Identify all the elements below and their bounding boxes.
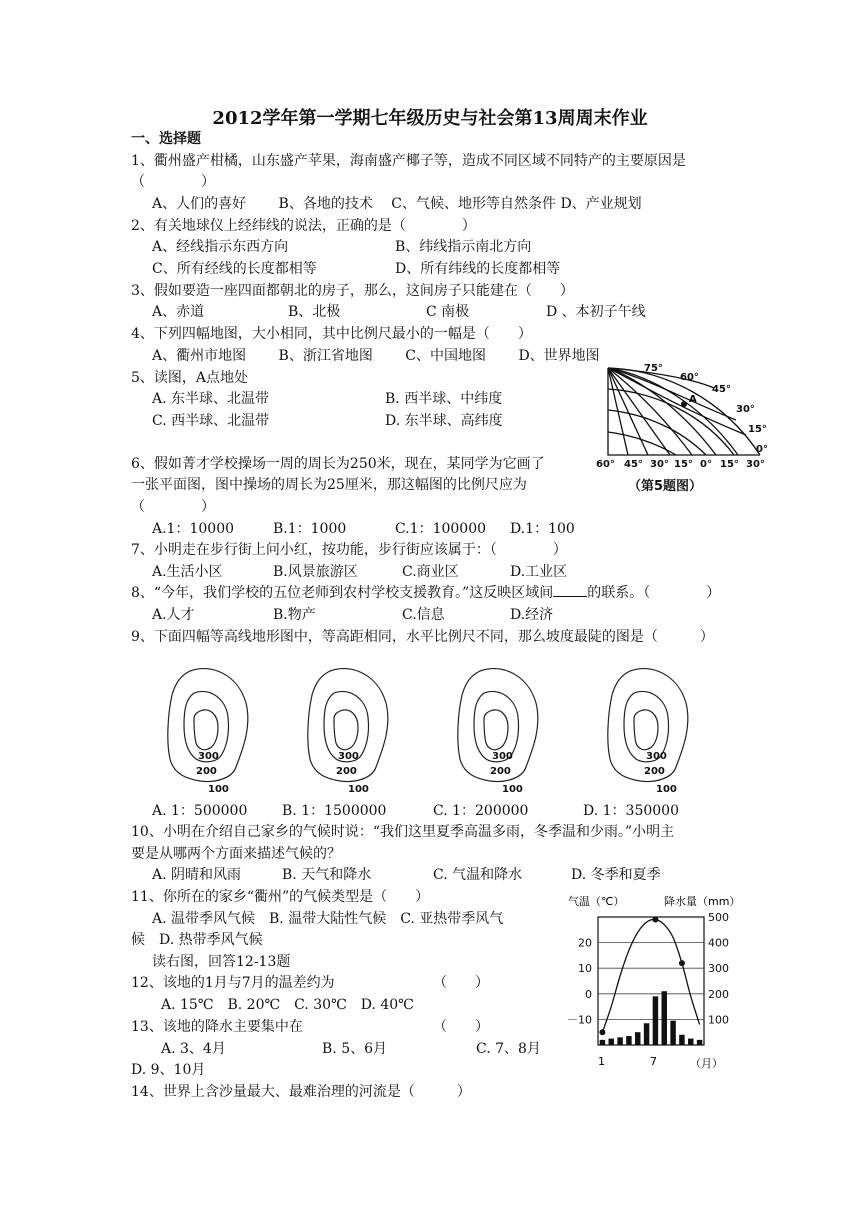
- q3-stem: 3、假如要造一座四面都朝北的房子，那么，这间房子只能建在（ ）: [131, 283, 574, 299]
- q9-stem: 9、下面四幅等高线地形图中，等高距相同，水平比例尺不同，那么坡度最陡的图是（ ）: [131, 629, 714, 645]
- q8-option-b: B.物产: [273, 607, 316, 623]
- plot-frame: [598, 917, 704, 1045]
- q4-stem: 4、下列四幅地图，大小相同，其中比例尺最小的一幅是（ ）: [131, 326, 532, 342]
- q5-option-c: C. 西半球、北温带: [152, 413, 270, 429]
- q11-options-line: 候 D. 热带季风气候: [131, 932, 263, 948]
- q5-option-b: B. 西半球、中纬度: [385, 391, 503, 407]
- contour-map-a: [168, 669, 248, 782]
- temperature-tick-label: 0: [585, 987, 592, 1001]
- q9-option-c: C. 1：200000: [433, 803, 529, 819]
- q10-option-d: D. 冬季和夏季: [571, 867, 661, 883]
- q7-option-b: B.风景旅游区: [273, 564, 358, 580]
- q2-stem: 2、有关地球仪上经纬线的说法，正确的是（ ）: [131, 218, 476, 234]
- lon-label: 60°: [596, 459, 615, 470]
- q13-paren: （ ）: [433, 1019, 489, 1035]
- temperature-axis-title: 气温（℃）: [568, 895, 625, 908]
- q3-option-a: A、赤道: [152, 304, 205, 320]
- precipitation-bar: [635, 1032, 640, 1045]
- q1-stem: 1、衢州盛产柑橘，山东盛产苹果，海南盛产椰子等，造成不同区域不同特产的主要原因是: [131, 153, 686, 169]
- climate-chart: [566, 893, 748, 1075]
- q1-options: A、人们的喜好 B、各地的技术 C、气候、地形等自然条件 D、产业规划: [152, 196, 642, 212]
- temperature-point: [679, 960, 685, 966]
- precipitation-bar: [609, 1039, 614, 1045]
- q10-line2: 要是从哪两个方面来描述气候的？: [131, 846, 341, 862]
- q13-option-b: B. 5、6月: [322, 1041, 388, 1057]
- q8-option-d: D.经济: [510, 607, 554, 623]
- precipitation-tick-label: 200: [708, 987, 729, 1001]
- contour-map-d: [608, 669, 688, 782]
- q2-option-d: D、所有纬线的长度都相等: [395, 261, 561, 277]
- precipitation-bar: [653, 996, 658, 1045]
- q5-option-d: D. 东半球、高纬度: [385, 413, 503, 429]
- q12-paren: （ ）: [433, 975, 489, 991]
- q10-option-a: A. 阴晴和风雨: [152, 867, 242, 883]
- precipitation-bar: [670, 1021, 675, 1045]
- contour-label: 200: [490, 766, 511, 777]
- contour-label: 100: [502, 784, 523, 795]
- q11-options-line: A. 温带季风气候 B. 温带大陆性气候 C. 亚热带季风气: [152, 911, 504, 927]
- temperature-point: [599, 1029, 605, 1035]
- q13-stem: 13、该地的降水主要集中在: [131, 1019, 303, 1035]
- precipitation-bar: [644, 1023, 649, 1045]
- lon-label: 15°: [674, 459, 693, 470]
- precipitation-tick-label: 400: [708, 936, 729, 950]
- month-tick: 1: [598, 1055, 605, 1068]
- lat-label: 0°: [756, 444, 768, 455]
- point-a-marker: [681, 401, 687, 407]
- q7-option-d: D.工业区: [510, 564, 568, 580]
- q2-option-a: A、经线指示东西方向: [152, 239, 289, 255]
- figure-5-caption: （第5题图）: [628, 479, 703, 494]
- lat-label: 15°: [748, 424, 767, 435]
- section-heading: 一、选择题: [131, 131, 201, 147]
- graticule-figure: [596, 360, 780, 470]
- q6-option-b: B.1：1000: [273, 521, 347, 537]
- contour-label: 200: [644, 766, 665, 777]
- q4-options: A、衢州市地图 B、浙江省地图 C、中国地图 D、世界地图: [152, 348, 600, 364]
- lon-label: 45°: [624, 459, 643, 470]
- contour-label: 100: [656, 784, 677, 795]
- lon-label: 15°: [720, 459, 739, 470]
- contour-map-b: [308, 669, 388, 782]
- q8-option-a: A.人才: [152, 607, 195, 623]
- q14-stem: 14、世界上含沙量最大、最难治理的河流是（ ）: [131, 1084, 471, 1100]
- q7-stem: 7、小明走在步行街上问小红，按功能，步行街应该属于：（ ）: [131, 542, 567, 558]
- q13-option-d: D. 9、10月: [131, 1062, 206, 1078]
- temperature-curve: [602, 919, 699, 1032]
- q11-stem: 11、你所在的家乡“衢州”的气候类型是（ ）: [131, 889, 430, 905]
- precipitation-axis-title: 降水量（mm）: [664, 895, 741, 908]
- contour-label: 100: [208, 784, 229, 795]
- q12-options: A. 15℃ B. 20℃ C. 30℃ D. 40℃: [161, 997, 414, 1013]
- q2-option-b: B、纬线指示南北方向: [395, 239, 532, 255]
- contour-label: 300: [492, 751, 513, 762]
- q7-option-a: A.生活小区: [152, 564, 223, 580]
- q6-option-a: A.1：10000: [152, 521, 235, 537]
- q6-option-c: C.1：100000: [395, 521, 487, 537]
- precipitation-bar: [679, 1035, 684, 1045]
- q8-stem-before: 8、“今年，我们学校的五位老师到农村学校支援教育。”这反映区域间: [131, 585, 554, 601]
- temperature-tick-label: 10: [578, 962, 592, 976]
- contour-label: 300: [338, 751, 359, 762]
- q2-option-c: C、所有经线的长度都相等: [152, 261, 317, 277]
- q10-option-b: B. 天气和降水: [282, 867, 372, 883]
- temperature-point: [652, 917, 658, 923]
- read-note: 读右图，回答12-13题: [152, 954, 291, 970]
- precipitation-bar: [617, 1037, 622, 1045]
- contour-label: 300: [198, 751, 219, 762]
- contour-label: 100: [348, 784, 369, 795]
- contour-maps: [150, 655, 710, 800]
- precipitation-bar: [626, 1036, 631, 1045]
- contour-map-c: [458, 669, 538, 782]
- q9-option-a: A. 1：500000: [152, 803, 248, 819]
- q3-option-d: D 、本初子午线: [546, 304, 646, 320]
- point-a-label: A: [689, 394, 697, 405]
- precipitation-tick-label: 300: [708, 962, 729, 976]
- q5-stem: 5、读图，A点地处: [131, 370, 249, 386]
- temperature-tick-label: －10: [567, 1013, 592, 1027]
- precipitation-bar: [688, 1039, 693, 1045]
- contour-label: 200: [196, 766, 217, 777]
- precipitation-bar: [697, 1040, 702, 1045]
- q10-option-c: C. 气温和降水: [433, 867, 523, 883]
- q5-option-a: A. 东半球、北温带: [152, 391, 270, 407]
- precipitation-tick-label: 100: [708, 1013, 729, 1027]
- q13-option-a: A. 3、4月: [161, 1041, 226, 1057]
- q12-stem: 12、该地的1月与7月的温差约为: [131, 975, 335, 991]
- contour-label: 300: [646, 751, 667, 762]
- q3-option-c: C 南极: [426, 304, 470, 320]
- precipitation-tick-label: 500: [708, 911, 729, 924]
- temperature-tick-label: 20: [578, 936, 592, 950]
- contour-label: 200: [336, 766, 357, 777]
- q8-option-c: C.信息: [402, 607, 445, 623]
- page-title: 2012学年第一学期七年级历史与社会第13周周末作业: [212, 108, 648, 129]
- lat-label: 75°: [644, 363, 663, 374]
- month-tick: 7: [650, 1055, 657, 1068]
- q6-paren: （ ）: [131, 499, 215, 515]
- precipitation-bar: [662, 991, 667, 1045]
- lon-label: 0°: [700, 459, 712, 470]
- q8-stem: [131, 584, 720, 602]
- q1-paren: （ ）: [131, 174, 215, 190]
- q8-stem-after: 的联系。（ ）: [587, 585, 721, 601]
- lon-label: 30°: [746, 459, 765, 470]
- q13-option-c: C. 7、8月: [476, 1041, 541, 1057]
- q6-line2: 一张平面图，图中操场的周长为25厘米，那这幅图的比例尺应为: [131, 477, 527, 493]
- q3-option-b: B、北极: [288, 304, 341, 320]
- q9-option-b: B. 1：1500000: [282, 803, 387, 819]
- q7-option-c: C.商业区: [402, 564, 459, 580]
- precipitation-bar: [600, 1040, 605, 1045]
- q6-option-d: D.1：100: [510, 521, 575, 537]
- q10-line1: 10、小明在介绍自己家乡的气候时说：“我们这里夏季高温多雨，冬季温和少雨。”小明主: [131, 824, 675, 840]
- x-axis-label: （月）: [690, 1057, 723, 1070]
- q9-option-d: D. 1：350000: [583, 803, 679, 819]
- lat-label: 30°: [736, 404, 755, 415]
- lat-label: 60°: [680, 372, 699, 383]
- lat-label: 45°: [712, 384, 731, 395]
- q8-blank: [553, 584, 587, 597]
- q6-line1: 6、假如菁才学校操场一周的周长为250米，现在，某同学为它画了: [131, 456, 545, 472]
- lon-label: 30°: [650, 459, 669, 470]
